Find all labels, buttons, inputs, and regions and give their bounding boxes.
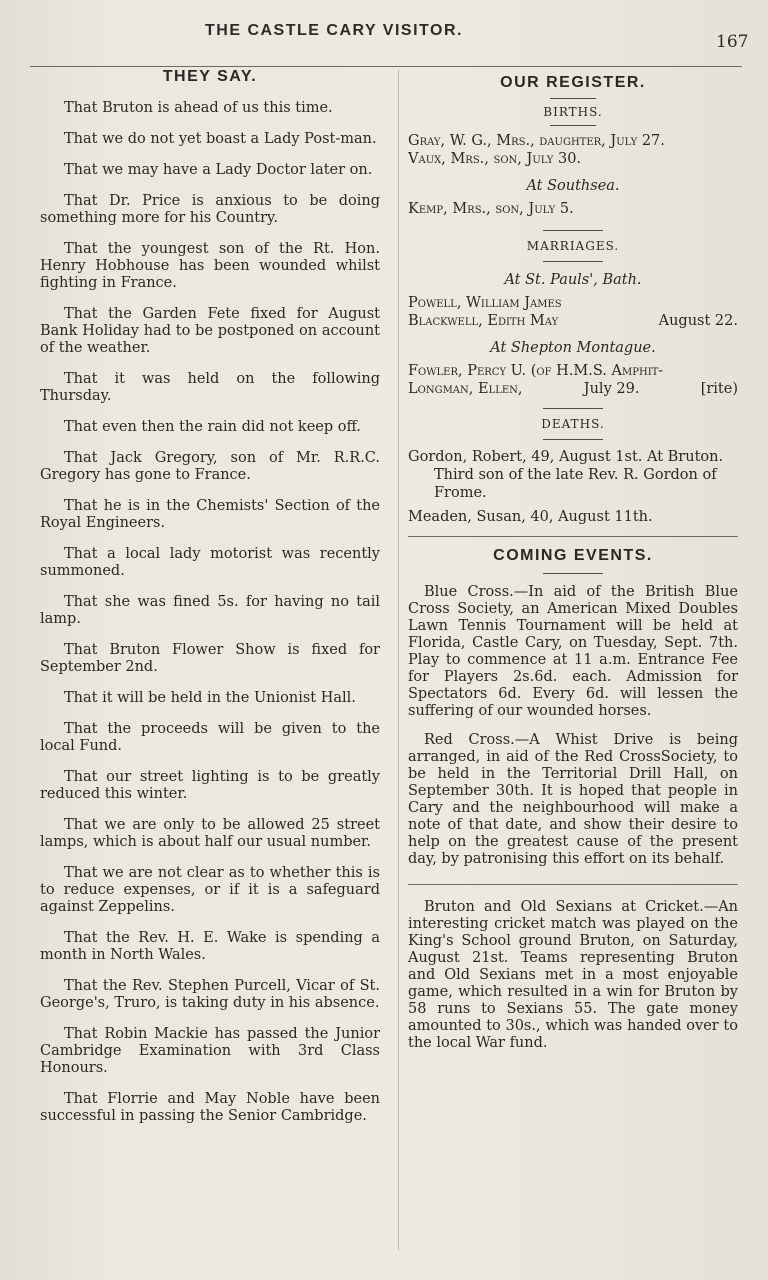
section-rule bbox=[543, 230, 603, 231]
section-rule bbox=[543, 408, 603, 409]
they-say-item: That we do not yet boast a Lady Post-man. bbox=[64, 131, 377, 147]
they-say-item: That the youngest son of the Rt. Hon. Henry Hobhouse has been wounded whilst fighting in France. bbox=[40, 241, 380, 291]
marriage-line: Powell, William James bbox=[408, 295, 562, 311]
they-say-item: That we are only to be allowed 25 street lamps, which is about half our usual number. bbox=[40, 817, 380, 850]
bath-label: At St. Pauls', Bath. bbox=[504, 272, 642, 288]
page-header bbox=[0, 20, 768, 50]
they-say-item: That Florrie and May Noble have been successful in passing the Senior Cambridge. bbox=[40, 1091, 380, 1124]
marriage-bride: Blackwell, Edith May bbox=[408, 313, 559, 329]
they-say-column bbox=[40, 66, 380, 1139]
marriage-bride: Longman, Ellen, bbox=[408, 381, 523, 397]
they-say-item: That it was held on the following Thursday. bbox=[40, 371, 380, 404]
section-rule bbox=[543, 261, 603, 262]
section-rule bbox=[543, 439, 603, 440]
section-rule bbox=[550, 125, 596, 126]
death-entry: Meaden, Susan, 40, August 11th. bbox=[408, 509, 653, 525]
marriage-date: July 29. bbox=[583, 381, 640, 397]
marriage-date: August 22. bbox=[658, 313, 738, 329]
event-paragraph: Red Cross.—A Whist Drive is being arranged, in aid of the Red CrossSociety, to be held in the Territorial Drill Hall, on September 30th. It is hoped that people in Cary and the neighbourhood will make a note of that date, and show their desire to help on the greatest cause of the present day, by patronising this effort on its behalf. bbox=[408, 732, 738, 867]
birth-entry: Vaux, Mrs., son, July 30. bbox=[408, 151, 582, 167]
they-say-item: That the Rev. Stephen Purcell, Vicar of St. George's, Truro, is taking duty in his absence. bbox=[40, 978, 380, 1011]
they-say-item: That we are not clear as to whether this is to reduce expenses, or if it is a safeguard against Zeppelins. bbox=[40, 865, 380, 915]
they-say-item: That the Garden Fete fixed for August Bank Holiday had to be postponed on account of the weather. bbox=[40, 306, 380, 356]
they-say-list bbox=[40, 100, 380, 1125]
section-divider bbox=[408, 536, 738, 537]
publication-title: THE CASTLE CARY VISITOR. bbox=[205, 22, 463, 39]
section-rule bbox=[543, 573, 603, 574]
they-say-item: That we may have a Lady Doctor later on. bbox=[64, 162, 373, 178]
register-heading: OUR REGISTER. bbox=[500, 74, 646, 91]
marriage-line bbox=[408, 380, 738, 398]
death-entry: Gordon, Robert, 49, August 1st. At Bruton. Third son of the late Rev. R. Gordon of Frome. bbox=[408, 449, 724, 501]
page-number: 167 bbox=[716, 32, 749, 52]
they-say-item: That it will be held in the Unionist Hall. bbox=[64, 690, 356, 706]
right-column bbox=[408, 66, 738, 1064]
they-say-item: That the proceeds will be given to the local Fund. bbox=[40, 721, 380, 754]
marriages-label: MARRIAGES. bbox=[526, 239, 620, 253]
they-say-item: That a local lady motorist was recently summoned. bbox=[40, 546, 380, 579]
southsea-label: At Southsea. bbox=[526, 178, 620, 194]
deaths-label: DEATHS. bbox=[541, 417, 605, 431]
section-divider bbox=[408, 884, 738, 885]
they-say-item: That our street lighting is to be greatly reduced this winter. bbox=[40, 769, 380, 802]
column-divider bbox=[398, 70, 399, 1250]
they-say-heading: THEY SAY. bbox=[162, 68, 258, 85]
cricket-paragraph: Bruton and Old Sexians at Cricket.—An interesting cricket match was played on the King's School ground Bruton, on Saturday, August 21st. Teams representing Bruton and Old Sexians met in a most enjoyable game, which resulted in a win for Bruton by 58 runs to Sexians 55. The gate money amounted to 30s., which was handed over to the local War fund. bbox=[408, 899, 738, 1051]
they-say-item: That Robin Mackie has passed the Junior Cambridge Examination with 3rd Class Honours. bbox=[40, 1026, 380, 1076]
birth-entry: Kemp, Mrs., son, July 5. bbox=[408, 201, 574, 217]
birth-entry: Gray, W. G., Mrs., daughter, July 27. bbox=[408, 133, 665, 149]
marriage-line bbox=[408, 312, 738, 330]
marriage-line: Fowler, Percy U. (of H.M.S. Amphit- bbox=[408, 363, 664, 379]
births-label: BIRTHS. bbox=[543, 105, 603, 119]
they-say-item: That even then the rain did not keep off. bbox=[64, 419, 361, 435]
wrap-fragment: [rite) bbox=[700, 381, 738, 397]
they-say-item: That Dr. Price is anxious to be doing something more for his Country. bbox=[40, 193, 380, 226]
shepton-label: At Shepton Montague. bbox=[490, 340, 656, 356]
they-say-item: That he is in the Chemists' Section of the Royal Engineers. bbox=[40, 498, 380, 531]
events-heading: COMING EVENTS. bbox=[493, 547, 653, 564]
they-say-item: That the Rev. H. E. Wake is spending a month in North Wales. bbox=[40, 930, 380, 963]
they-say-item: That Bruton is ahead of us this time. bbox=[64, 100, 333, 116]
they-say-item: That Bruton Flower Show is fixed for September 2nd. bbox=[40, 642, 380, 675]
they-say-item: That Jack Gregory, son of Mr. R.R.C. Gregory has gone to France. bbox=[40, 450, 380, 483]
event-paragraph: Blue Cross.—In aid of the British Blue Cross Society, an American Mixed Doubles Lawn Tennis Tournament will be held at Florida, Castle Cary, on Tuesday, Sept. 7th. Play to commence at 11 a.m. Entrance Fee for Players 2s.6d. each. Admission for Spectators 6d. Every 6d. will lessen the suffering of our wounded horses. bbox=[408, 584, 738, 719]
section-rule bbox=[550, 98, 596, 99]
they-say-item: That she was fined 5s. for having no tail lamp. bbox=[40, 594, 380, 627]
